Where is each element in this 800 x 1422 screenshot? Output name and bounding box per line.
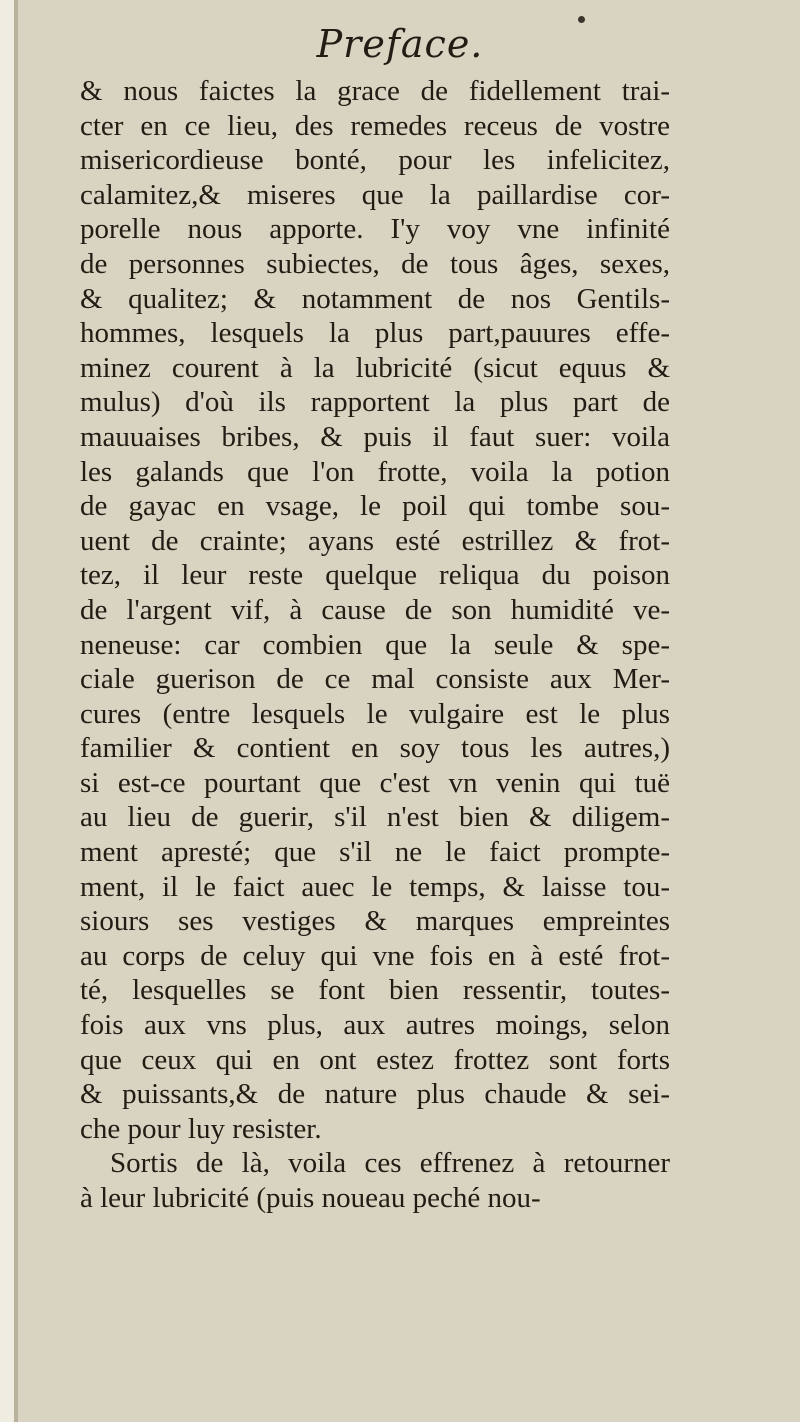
text-line: Sortis de là, voila ces effrenez à retourner (110, 1147, 670, 1180)
text-line: de personnes subiectes, de tous âges, sexes, (80, 247, 670, 280)
text-line: ment apresté; que s'il ne le faict prompte- (80, 836, 670, 869)
text-line: hommes, lesquels la plus part,pauures effe- (80, 317, 670, 350)
text-line: fois aux vns plus, aux autres moings, selon (80, 1009, 670, 1042)
text-line: que ceux qui en ont estez frottez sont forts (80, 1043, 670, 1076)
text-line: uent de crainte; ayans esté estrillez & frot- (80, 524, 670, 557)
text-line: tez, il leur reste quelque reliqua du poison (80, 559, 670, 592)
text-line: siours ses vestiges & marques empreintes (80, 905, 670, 938)
text-line: les galands que l'on frotte, voila la potion (80, 455, 670, 488)
text-line: che pour luy resister. (80, 1112, 322, 1145)
text-line: de gayac en vsage, le poil qui tombe sou- (80, 490, 670, 523)
text-line: de l'argent vif, à cause de son humidité ve- (80, 593, 670, 626)
text-line: porelle nous apporte. I'y voy vne infinité (80, 213, 670, 246)
running-head: Preface. (316, 22, 484, 66)
text-line: à leur lubricité (puis noueau peché nou- (80, 1182, 541, 1214)
text-line: neneuse: car combien que la seule & spe- (80, 628, 670, 661)
text-line: misericordieuse bonté, pour les infelicitez, (80, 144, 670, 177)
text-line: minez courent à la lubricité (sicut equus & (80, 351, 670, 384)
text-line: cter en ce lieu, des remedes receus de vostre (80, 109, 670, 142)
text-line: au corps de celuy qui vne fois en à esté frot- (80, 939, 670, 972)
body-text (80, 74, 670, 1216)
text-line: si est-ce pourtant que c'est vn venin qui tuë (80, 766, 670, 799)
text-line: & nous faictes la grace de fidellement trai- (80, 75, 670, 107)
text-line: & puissants,& de nature plus chaude & sei- (80, 1078, 670, 1111)
text-line: té, lesquelles se font bien ressentir, toutes- (80, 974, 670, 1007)
text-line: mauuaises bribes, & puis il faut suer: voila (80, 420, 670, 453)
text-line: au lieu de guerir, s'il n'est bien & diligem- (80, 801, 670, 834)
text-line: ment, il le faict auec le temps, & laisse tou- (80, 870, 670, 903)
text-line: calamitez,& miseres que la paillardise cor- (80, 178, 670, 211)
text-line: mulus) d'où ils rapportent la plus part de (80, 386, 670, 419)
text-line: cures (entre lesquels le vulgaire est le plus (80, 697, 670, 730)
text-line: ciale guerison de ce mal consiste aux Mer- (80, 663, 670, 696)
text-line: & qualitez; & notamment de nos Gentils- (80, 282, 670, 315)
text-line: familier & contient en soy tous les autres,) (80, 732, 670, 765)
